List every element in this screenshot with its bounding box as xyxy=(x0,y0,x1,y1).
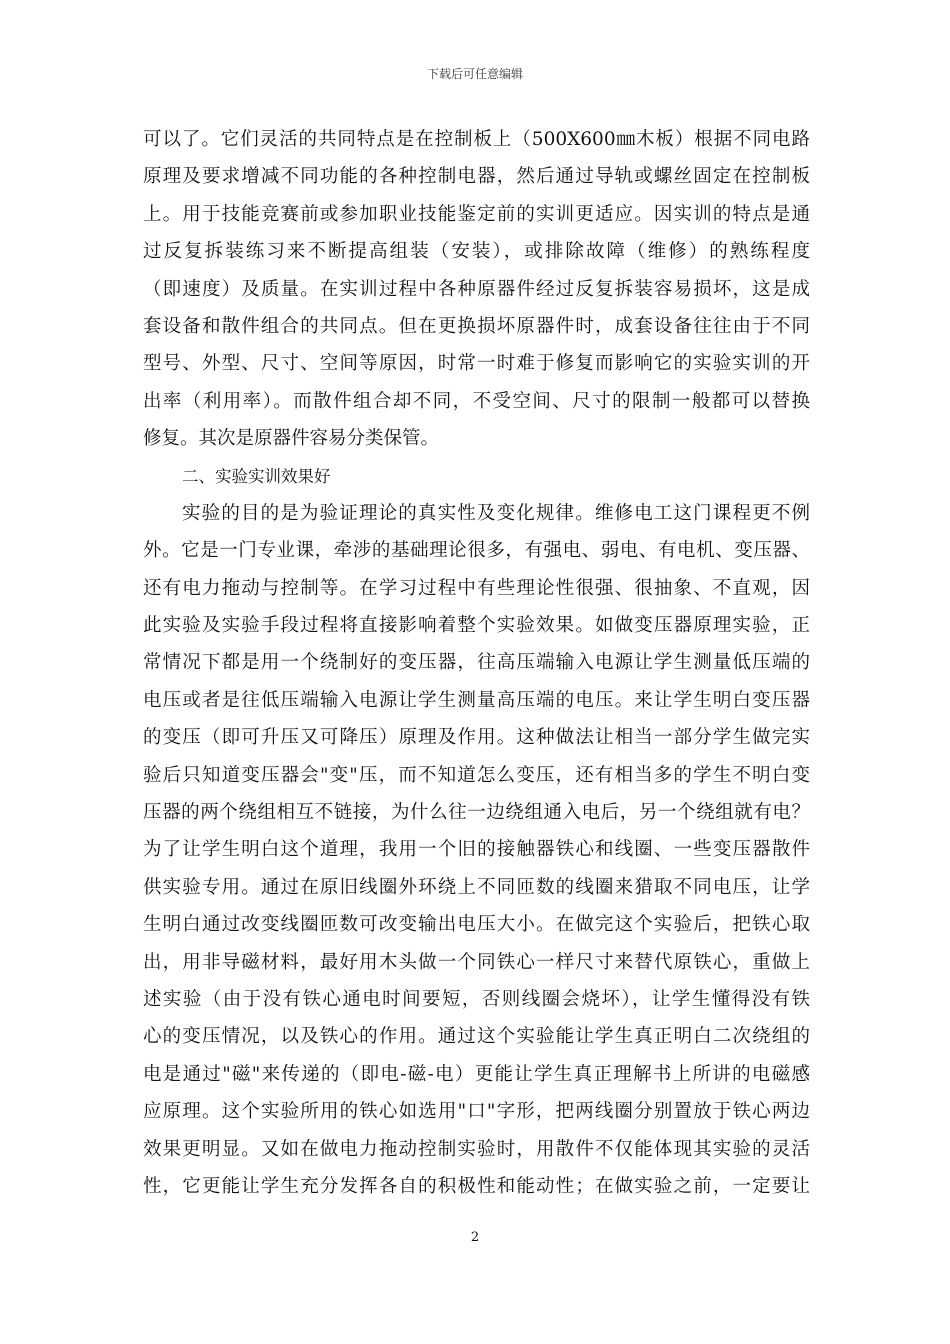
body-line: 供实验专用。通过在原旧线圈外环绕上不同匝数的线圈来猎取不同电压，让学 xyxy=(143,876,810,898)
page-header: 下载后可任意编辑 xyxy=(426,67,523,81)
body-line: 心的变压情况，以及铁心的作用。通过这个实验能让学生真正明白二次绕组的 xyxy=(143,1026,810,1048)
body-line: 外。它是一门专业课，牵涉的基础理论很多，有强电、弱电、有电机、变压器、 xyxy=(143,540,810,562)
body-line: 验后只知道变压器会"变"压，而不知道怎么变压，还有相当多的学生不明白变 xyxy=(143,764,810,786)
body-line: （即速度）及质量。在实训过程中各种原器件经过反复拆装容易损坏，这是成 xyxy=(143,278,810,300)
body-line: 述实验（由于没有铁心通电时间要短，否则线圈会烧坏），让学生懂得没有铁 xyxy=(143,988,810,1010)
body-line: 应原理。这个实验所用的铁心如选用"口"字形，把两线圈分别置放于铁心两边 xyxy=(143,1101,810,1123)
body-line: 实验的目的是为验证理论的真实性及变化规律。维修电工这门课程更不例 xyxy=(182,502,810,524)
body-line: 套设备和散件组合的共同点。但在更换损坏原器件时，成套设备往往由于不同 xyxy=(143,315,810,337)
body-line: 可以了。它们灵活的共同特点是在控制板上（500X600㎜木板）根据不同电路 xyxy=(143,129,810,150)
body-line: 出率（利用率）。而散件组合却不同，不受空间、尺寸的限制一般都可以替换 xyxy=(143,390,810,412)
page-number: 2 xyxy=(470,1230,480,1245)
body-line: 上。用于技能竞赛前或参加职业技能鉴定前的实训更适应。因实训的特点是通 xyxy=(143,203,810,225)
body-line: 过反复拆装练习来不断提高组装（安装），或排除故障（维修）的熟练程度 xyxy=(143,241,810,263)
body-line: 性，它更能让学生充分发挥各自的积极性和能动性；在做实验之前，一定要让 xyxy=(143,1175,810,1197)
document-body xyxy=(143,121,810,1205)
body-line: 修复。其次是原器件容易分类保管。 xyxy=(143,428,440,450)
body-line: 为了让学生明白这个道理，我用一个旧的接触器铁心和线圈、一些变压器散件 xyxy=(143,839,810,861)
body-line: 此实验及实验手段过程将直接影响着整个实验效果。如做变压器原理实验，正 xyxy=(143,615,810,637)
body-line: 原理及要求增减不同功能的各种控制电器，然后通过导轨或螺丝固定在控制板 xyxy=(143,166,810,188)
body-line: 出，用非导磁材料，最好用木头做一个同铁心一样尺寸来替代原铁心，重做上 xyxy=(143,951,810,973)
body-line: 压器的两个绕组相互不链接，为什么往一边绕组通入电后，另一个绕组就有电？ xyxy=(143,802,810,824)
body-line: 型号、外型、尺寸、空间等原因，时常一时难于修复而影响它的实验实训的开 xyxy=(143,353,810,375)
section-heading: 二、实验实训效果好 xyxy=(182,466,331,486)
body-line: 的变压（即可升压又可降压）原理及作用。这种做法让相当一部分学生做完实 xyxy=(143,727,810,749)
body-line: 常情况下都是用一个绕制好的变压器，往高压端输入电源让学生测量低压端的 xyxy=(143,652,810,674)
body-line: 电压或者是往低压端输入电源让学生测量高压端的电压。来让学生明白变压器 xyxy=(143,689,810,711)
body-line: 效果更明显。又如在做电力拖动控制实验时，用散件不仅能体现其实验的灵活 xyxy=(143,1138,810,1160)
body-line: 电是通过"磁"来传递的（即电-磁-电）更能让学生真正理解书上所讲的电磁感 xyxy=(143,1063,810,1085)
body-line: 还有电力拖动与控制等。在学习过程中有些理论性很强、很抽象、不直观，因 xyxy=(143,577,810,599)
body-line: 生明白通过改变线圈匝数可改变输出电压大小。在做完这个实验后，把铁心取 xyxy=(143,914,810,936)
